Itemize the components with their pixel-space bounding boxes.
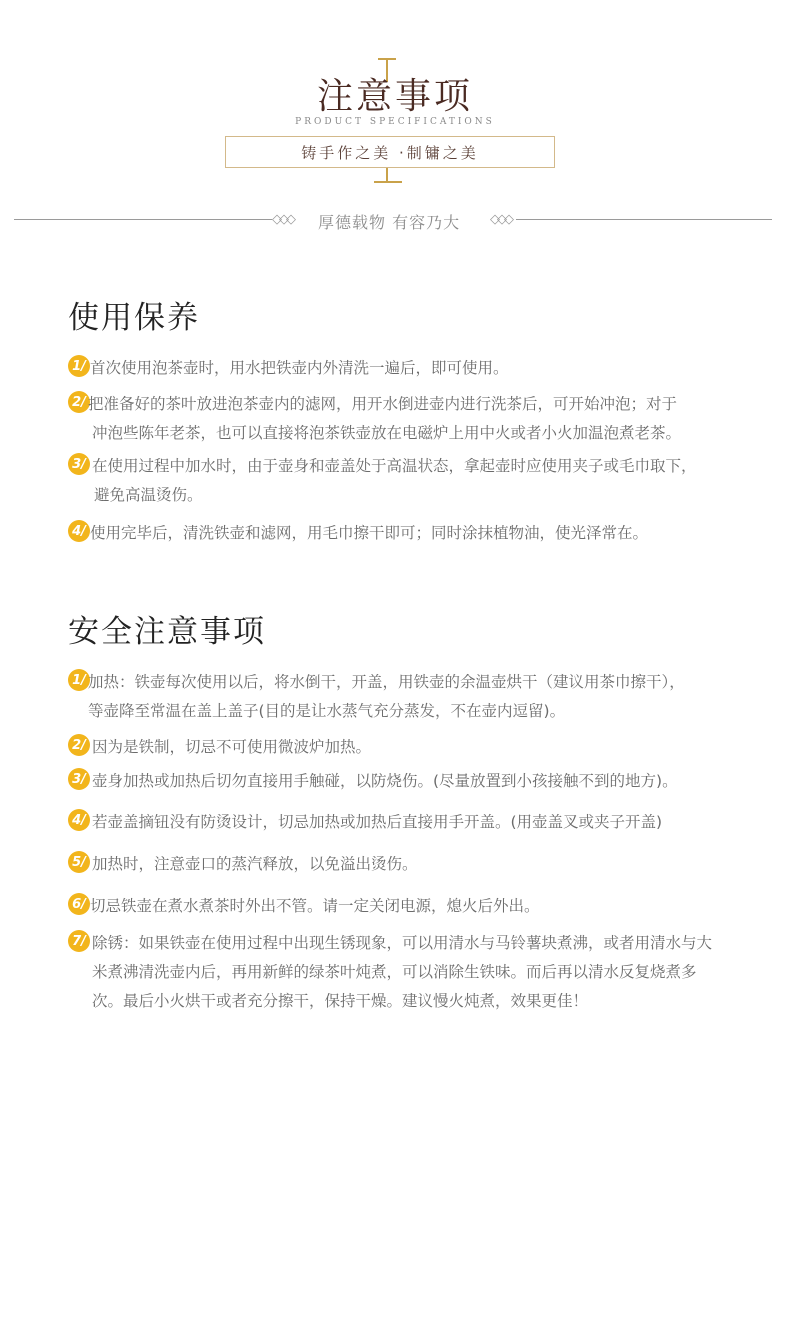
number-badge: 5/ [68, 851, 90, 873]
number-badge: 2/ [68, 391, 90, 413]
item-text-line: 壶身加热或加热后切勿直接用手触碰，以防烧伤。(尽量放置到小孩接触不到的地方)。 [92, 772, 678, 790]
item-text-line: 在使用过程中加水时，由于壶身和壶盖处于高温状态，拿起壶时应使用夹子或毛巾取下， [92, 457, 697, 475]
number-badge: 6/ [68, 893, 90, 915]
item-text-line: 加热时，注意壶口的蒸汽释放，以免溢出烫伤。 [92, 855, 418, 873]
number-badge: 3/ [68, 453, 90, 475]
number-badge: 4/ [68, 809, 90, 831]
number-badge: 1/ [68, 669, 90, 691]
item-text-line: 除锈：如果铁壶在使用过程中出现生锈现象，可以用清水与马铃薯块煮沸，或者用清水与大 [92, 934, 713, 952]
divider-line-left [14, 219, 272, 220]
number-badge: 4/ [68, 520, 90, 542]
item-text-line: 等壶降至常温在盖上盖子(目的是让水蒸气充分蒸发，不在壶内逗留)。 [88, 702, 566, 720]
item-text-line: 米煮沸清洗壶内后，再用新鲜的绿茶叶炖煮，可以消除生铁味。而后再以清水反复烧煮多 [92, 963, 697, 981]
number-badge: 3/ [68, 768, 90, 790]
diamond-ornament-right-icon: ◇◇◇ [490, 212, 511, 227]
diamond-ornament-left-icon: ◇◇◇ [272, 212, 293, 227]
section-title-care: 使用保养 [68, 300, 200, 336]
item-text-line: 次。最后小火烘干或者充分擦干，保持干燥。建议慢火炖煮，效果更佳！ [92, 992, 589, 1010]
item-text-line: 切忌铁壶在煮水煮茶时外出不管。请一定关闭电源，熄火后外出。 [90, 897, 540, 915]
motto-divider [0, 210, 790, 230]
slogan-box [225, 136, 555, 168]
bottom-ornament-line [386, 168, 388, 182]
item-text-line: 因为是铁制，切忌不可使用微波炉加热。 [92, 738, 372, 756]
slogan-text: 铸手作之美 ·制镛之美 [301, 143, 479, 162]
item-text-line: 使用完毕后，清洗铁壶和滤网，用毛巾擦干即可；同时涂抹植物油，使光泽常在。 [90, 524, 649, 542]
number-badge: 2/ [68, 734, 90, 756]
page-subtitle: PRODUCT SPECIFICATIONS [295, 117, 495, 127]
motto-text: 厚德载物 有容乃大 [318, 213, 461, 232]
section-title-safety: 安全注意事项 [68, 614, 266, 650]
number-badge: 1/ [68, 355, 90, 377]
item-text-line: 首次使用泡茶壶时，用水把铁壶内外清洗一遍后，即可使用。 [90, 359, 509, 377]
item-text-line: 若壶盖摘钮没有防烫设计，切忌加热或加热后直接用手开盖。(用壶盖叉或夹子开盖) [92, 813, 663, 831]
page-title: 注意事项 [316, 76, 473, 117]
header [0, 0, 790, 260]
number-badge: 7/ [68, 930, 90, 952]
item-text-line: 避免高温烫伤。 [94, 486, 203, 504]
bottom-ornament-bar [374, 181, 402, 183]
item-text-line: 冲泡些陈年老茶，也可以直接将泡茶铁壶放在电磁炉上用中火或者小火加温泡煮老茶。 [92, 424, 682, 442]
divider-line-right [516, 219, 772, 220]
item-text-line: 加热：铁壶每次使用以后，将水倒干，开盖，用铁壶的余温壶烘干（建议用茶巾擦干）， [88, 673, 685, 691]
item-text-line: 把准备好的茶叶放进泡茶壶内的滤网，用开水倒进壶内进行洗茶后，可开始冲泡；对于 [88, 395, 678, 413]
